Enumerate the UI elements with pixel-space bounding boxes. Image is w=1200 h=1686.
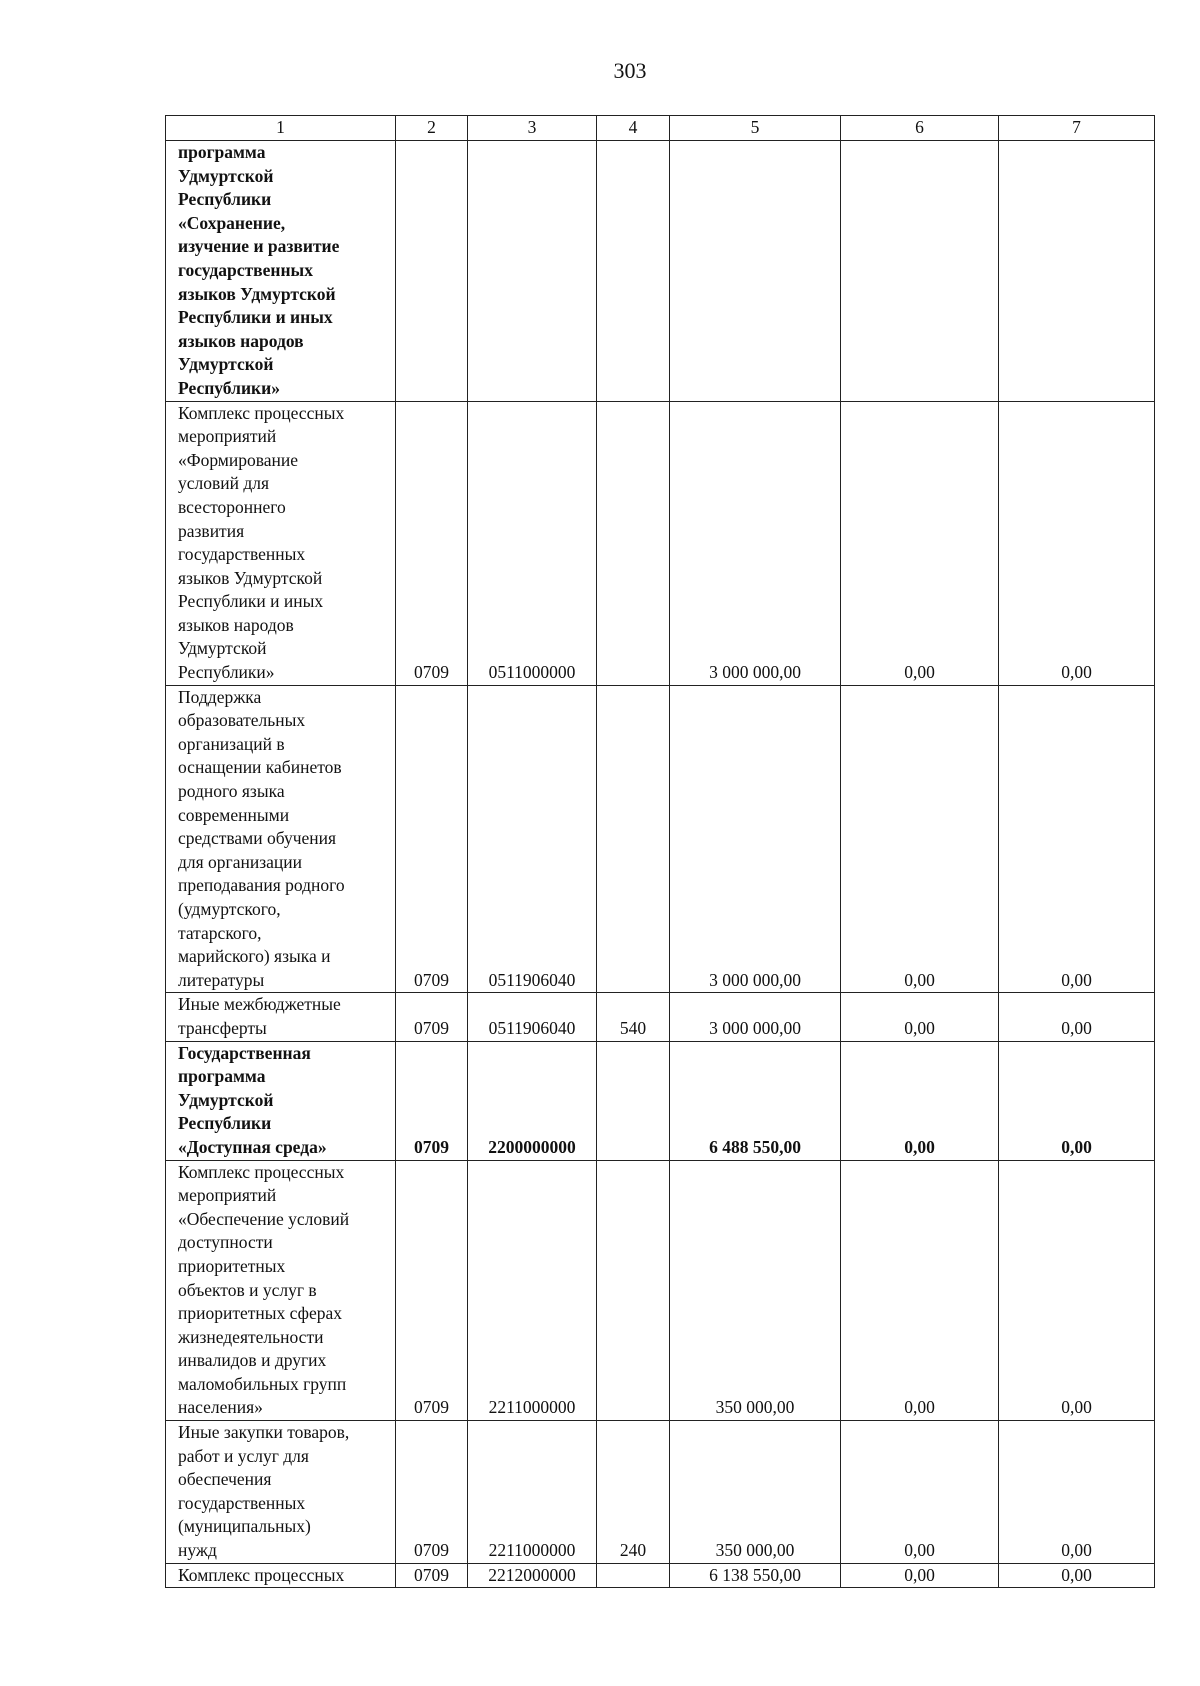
amount-year3-cell: 0,00 [999,685,1155,993]
target-article-cell: 2211000000 [468,1421,597,1564]
section-code-cell: 0709 [396,1160,468,1421]
target-article-cell [468,141,597,402]
target-article-cell: 2211000000 [468,1160,597,1421]
page-number: 303 [613,58,647,83]
amount-year2-cell: 0,00 [841,1421,999,1564]
section-code-cell: 0709 [396,685,468,993]
expense-type-cell: 240 [597,1421,670,1564]
expense-type-cell: 540 [597,993,670,1041]
target-article-cell: 2212000000 [468,1563,597,1588]
table-row [166,401,1155,685]
section-code-cell: 0709 [396,1041,468,1160]
table-row [166,1160,1155,1421]
column-header: 7 [999,116,1155,141]
row-name-cell: Иные закупки товаров, работ и услуг для обеспечения государственных (муниципальных) нужд [166,1421,396,1564]
section-code-cell: 0709 [396,1563,468,1588]
amount-year3-cell: 0,00 [999,993,1155,1041]
row-name-cell: программа Удмуртской Республики «Сохранение, изучение и развитие государственных языков Удмуртской Республики и иных языков народов Удмуртской Республики» [166,141,396,402]
amount-year3-cell [999,141,1155,402]
row-name-cell: Поддержка образовательных организаций в оснащении кабинетов родного языка современными средствами обучения для организации преподавания родного (удмуртского, татарского, марийского) языка и литературы [166,685,396,993]
column-header: 2 [396,116,468,141]
expense-type-cell [597,1563,670,1588]
row-name-cell: Государственная программа Удмуртской Республики «Доступная среда» [166,1041,396,1160]
column-header: 5 [670,116,841,141]
section-code-cell [396,141,468,402]
expense-type-cell [597,685,670,993]
row-name-cell: Комплекс процессных [166,1563,396,1588]
section-code-cell: 0709 [396,401,468,685]
column-header: 6 [841,116,999,141]
amount-year3-cell: 0,00 [999,1563,1155,1588]
amount-year2-cell: 0,00 [841,993,999,1041]
amount-year1-cell: 3 000 000,00 [670,401,841,685]
amount-year3-cell: 0,00 [999,1421,1155,1564]
amount-year1-cell: 350 000,00 [670,1160,841,1421]
amount-year2-cell: 0,00 [841,401,999,685]
amount-year3-cell: 0,00 [999,1041,1155,1160]
section-code-cell: 0709 [396,993,468,1041]
column-number-row [166,116,1155,141]
expense-type-cell [597,1041,670,1160]
amount-year2-cell: 0,00 [841,685,999,993]
amount-year1-cell: 6 138 550,00 [670,1563,841,1588]
table-row [166,685,1155,993]
amount-year1-cell: 3 000 000,00 [670,685,841,993]
table-row [166,1421,1155,1564]
column-header: 1 [166,116,396,141]
amount-year2-cell: 0,00 [841,1160,999,1421]
budget-table [165,115,1155,1588]
amount-year1-cell: 6 488 550,00 [670,1041,841,1160]
column-header: 4 [597,116,670,141]
table-row [166,141,1155,402]
target-article-cell: 0511906040 [468,685,597,993]
amount-year3-cell: 0,00 [999,401,1155,685]
amount-year3-cell: 0,00 [999,1160,1155,1421]
expense-type-cell [597,401,670,685]
amount-year1-cell [670,141,841,402]
table-row [166,1041,1155,1160]
amount-year1-cell: 350 000,00 [670,1421,841,1564]
section-code-cell: 0709 [396,1421,468,1564]
amount-year2-cell [841,141,999,402]
expense-type-cell [597,141,670,402]
amount-year1-cell: 3 000 000,00 [670,993,841,1041]
row-name-cell: Комплекс процессных мероприятий «Формирование условий для всестороннего развития государственных языков Удмуртской Республики и иных языков народов Удмуртской Республики» [166,401,396,685]
target-article-cell: 0511000000 [468,401,597,685]
table-row [166,1563,1155,1588]
amount-year2-cell: 0,00 [841,1563,999,1588]
row-name-cell: Иные межбюджетные трансферты [166,993,396,1041]
target-article-cell: 0511906040 [468,993,597,1041]
table-row [166,993,1155,1041]
expense-type-cell [597,1160,670,1421]
target-article-cell: 2200000000 [468,1041,597,1160]
amount-year2-cell: 0,00 [841,1041,999,1160]
column-header: 3 [468,116,597,141]
row-name-cell: Комплекс процессных мероприятий «Обеспечение условий доступности приоритетных объектов и услуг в приоритетных сферах жизнедеятельности инвалидов и других маломобильных групп населения» [166,1160,396,1421]
